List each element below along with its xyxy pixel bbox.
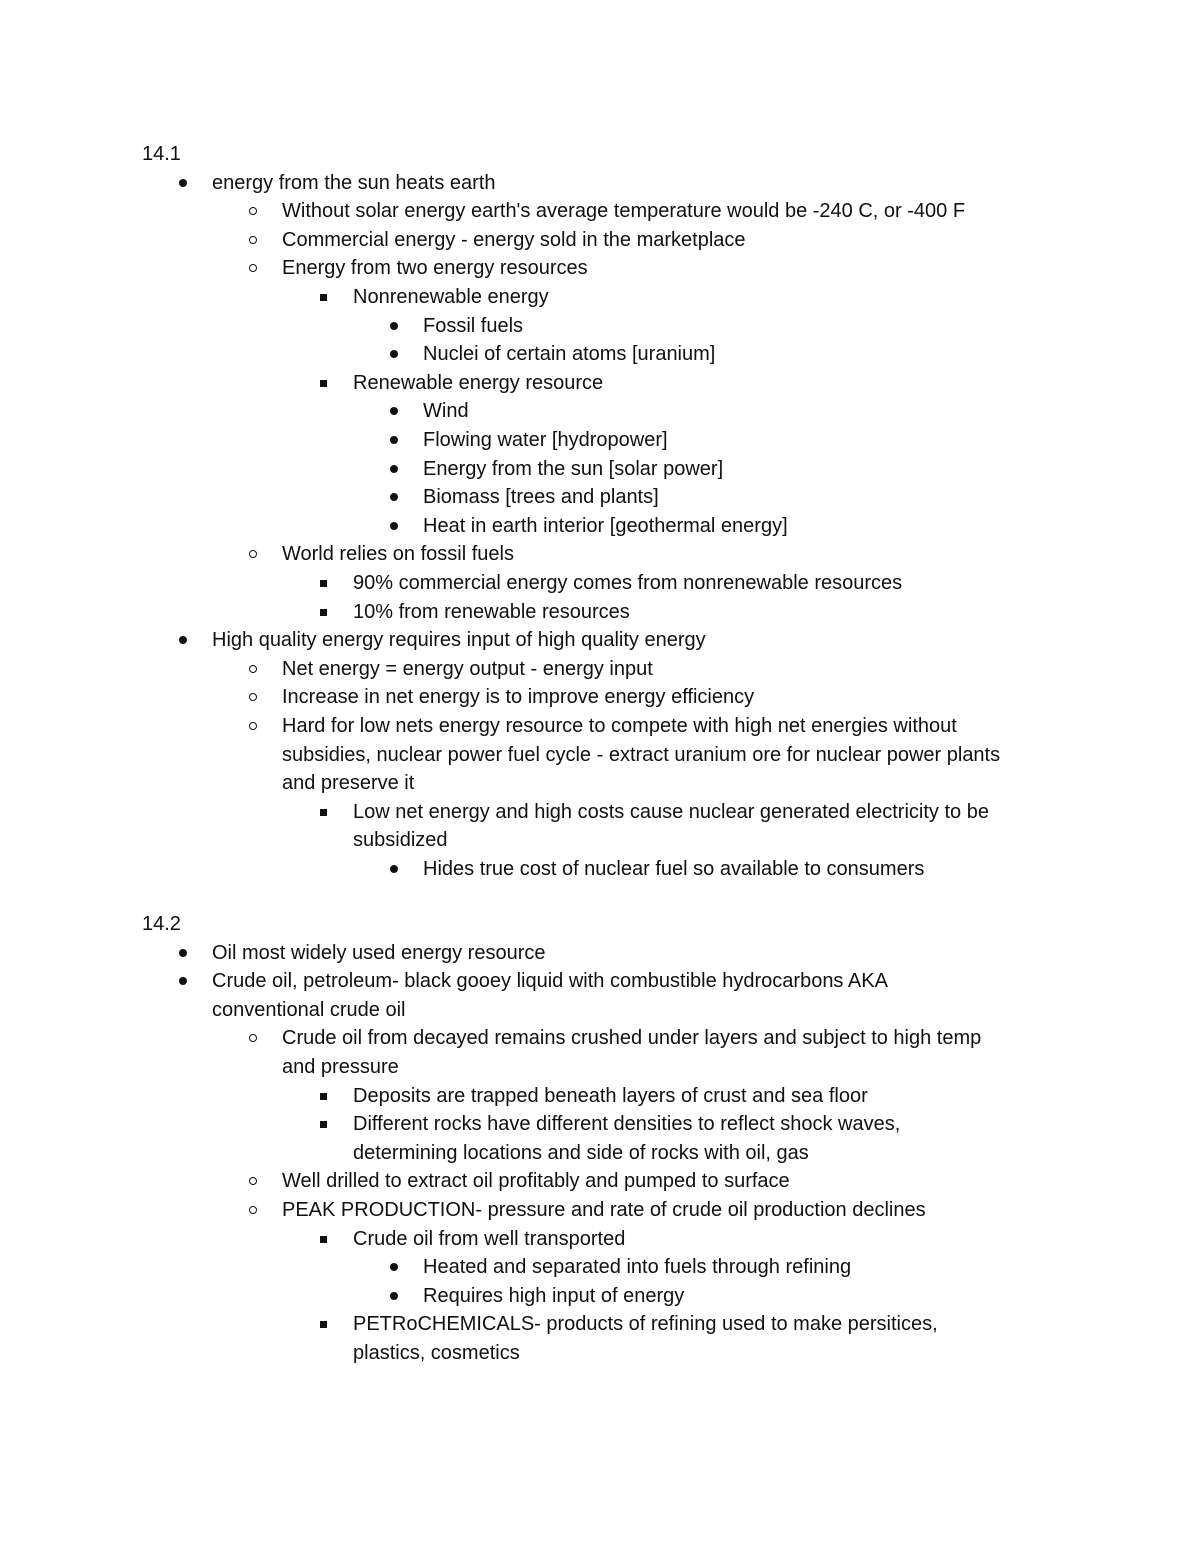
circle-bullet-icon xyxy=(243,540,263,568)
circle-bullet-icon xyxy=(243,712,263,740)
square-bullet-icon xyxy=(314,569,334,597)
circle-bullet-icon xyxy=(243,197,263,225)
circle-bullet-icon xyxy=(243,1024,263,1052)
list-item-text: Biomass [trees and plants] xyxy=(423,486,659,508)
circle-bullet-icon xyxy=(243,226,263,254)
disc-bullet-icon xyxy=(173,169,193,197)
disc-bullet-icon xyxy=(384,312,404,340)
list-item-text: PETRoCHEMICALS- products of refining used to make persitices, xyxy=(353,1313,938,1335)
list-item-text: Commercial energy - energy sold in the marketplace xyxy=(282,229,746,251)
list-item-text: and preserve it xyxy=(282,772,415,794)
list-item-text: Nonrenewable energy xyxy=(353,286,549,308)
disc-bullet-icon xyxy=(384,397,404,425)
list-item-text: Increase in net energy is to improve energy efficiency xyxy=(282,686,755,708)
list-item-text: determining locations and side of rocks with oil, gas xyxy=(353,1142,809,1164)
list-item-text: Different rocks have different densities to reflect shock waves, xyxy=(353,1113,901,1135)
list-item-text: Hard for low nets energy resource to compete with high net energies without xyxy=(282,715,957,737)
list-item-text: Low net energy and high costs cause nuclear generated electricity to be xyxy=(353,801,989,823)
list-item-text: 90% commercial energy comes from nonrenewable resources xyxy=(353,572,903,594)
list-item-text: Heat in earth interior [geothermal energy] xyxy=(423,515,788,537)
list-item-text: Energy from two energy resources xyxy=(282,257,588,279)
list-item-text: PEAK PRODUCTION- pressure and rate of crude oil production declines xyxy=(282,1199,926,1221)
circle-bullet-icon xyxy=(243,655,263,683)
circle-bullet-icon xyxy=(243,683,263,711)
list-item-text: High quality energy requires input of high quality energy xyxy=(212,629,706,651)
list-item-text: energy from the sun heats earth xyxy=(212,172,496,194)
list-item-text: Hides true cost of nuclear fuel so available to consumers xyxy=(423,858,925,880)
list-item-text: Nuclei of certain atoms [uranium] xyxy=(423,343,716,365)
list-item-text: Renewable energy resource xyxy=(353,372,604,394)
list-item-text: subsidized xyxy=(353,829,448,851)
list-item-text: Energy from the sun [solar power] xyxy=(423,458,724,480)
disc-bullet-icon xyxy=(384,855,404,883)
list-item-text: Crude oil, petroleum- black gooey liquid with combustible hydrocarbons AKA xyxy=(212,970,888,992)
square-bullet-icon xyxy=(314,1225,334,1253)
list-item-text: Heated and separated into fuels through refining xyxy=(423,1256,852,1278)
list-item-text: Without solar energy earth's average temperature would be -240 C, or -400 F xyxy=(282,200,966,222)
disc-bullet-icon xyxy=(384,1282,404,1310)
list-item-text: Fossil fuels xyxy=(423,315,524,337)
disc-bullet-icon xyxy=(384,340,404,368)
list-item-text: Flowing water [hydropower] xyxy=(423,429,668,451)
list-item-text: World relies on fossil fuels xyxy=(282,543,514,565)
list-item-text: Crude oil from well transported xyxy=(353,1228,626,1250)
square-bullet-icon xyxy=(314,798,334,826)
disc-bullet-icon xyxy=(173,967,193,995)
disc-bullet-icon xyxy=(173,626,193,654)
list-item-text: plastics, cosmetics xyxy=(353,1342,520,1364)
square-bullet-icon xyxy=(314,1082,334,1110)
disc-bullet-icon xyxy=(384,1253,404,1281)
list-item-text: and pressure xyxy=(282,1056,399,1078)
list-item-text: 10% from renewable resources xyxy=(353,601,630,623)
list-item-text: Requires high input of energy xyxy=(423,1285,685,1307)
list-item-text: Crude oil from decayed remains crushed under layers and subject to high temp xyxy=(282,1027,982,1049)
list-item-text: Deposits are trapped beneath layers of crust and sea floor xyxy=(353,1085,868,1107)
disc-bullet-icon xyxy=(384,426,404,454)
disc-bullet-icon xyxy=(384,455,404,483)
section-heading: 14.1 xyxy=(142,143,181,165)
circle-bullet-icon xyxy=(243,1196,263,1224)
disc-bullet-icon xyxy=(173,939,193,967)
disc-bullet-icon xyxy=(384,483,404,511)
square-bullet-icon xyxy=(314,369,334,397)
list-item-text: Net energy = energy output - energy input xyxy=(282,658,653,680)
section-heading: 14.2 xyxy=(142,913,181,935)
square-bullet-icon xyxy=(314,283,334,311)
square-bullet-icon xyxy=(314,598,334,626)
list-item-text: subsidies, nuclear power fuel cycle - extract uranium ore for nuclear power plants xyxy=(282,744,1001,766)
square-bullet-icon xyxy=(314,1310,334,1338)
circle-bullet-icon xyxy=(243,1167,263,1195)
list-item-text: Wind xyxy=(423,400,469,422)
disc-bullet-icon xyxy=(384,512,404,540)
square-bullet-icon xyxy=(314,1110,334,1138)
list-item-text: Oil most widely used energy resource xyxy=(212,942,546,964)
circle-bullet-icon xyxy=(243,254,263,282)
list-item-text: conventional crude oil xyxy=(212,999,406,1021)
list-item-text: Well drilled to extract oil profitably and pumped to surface xyxy=(282,1170,790,1192)
